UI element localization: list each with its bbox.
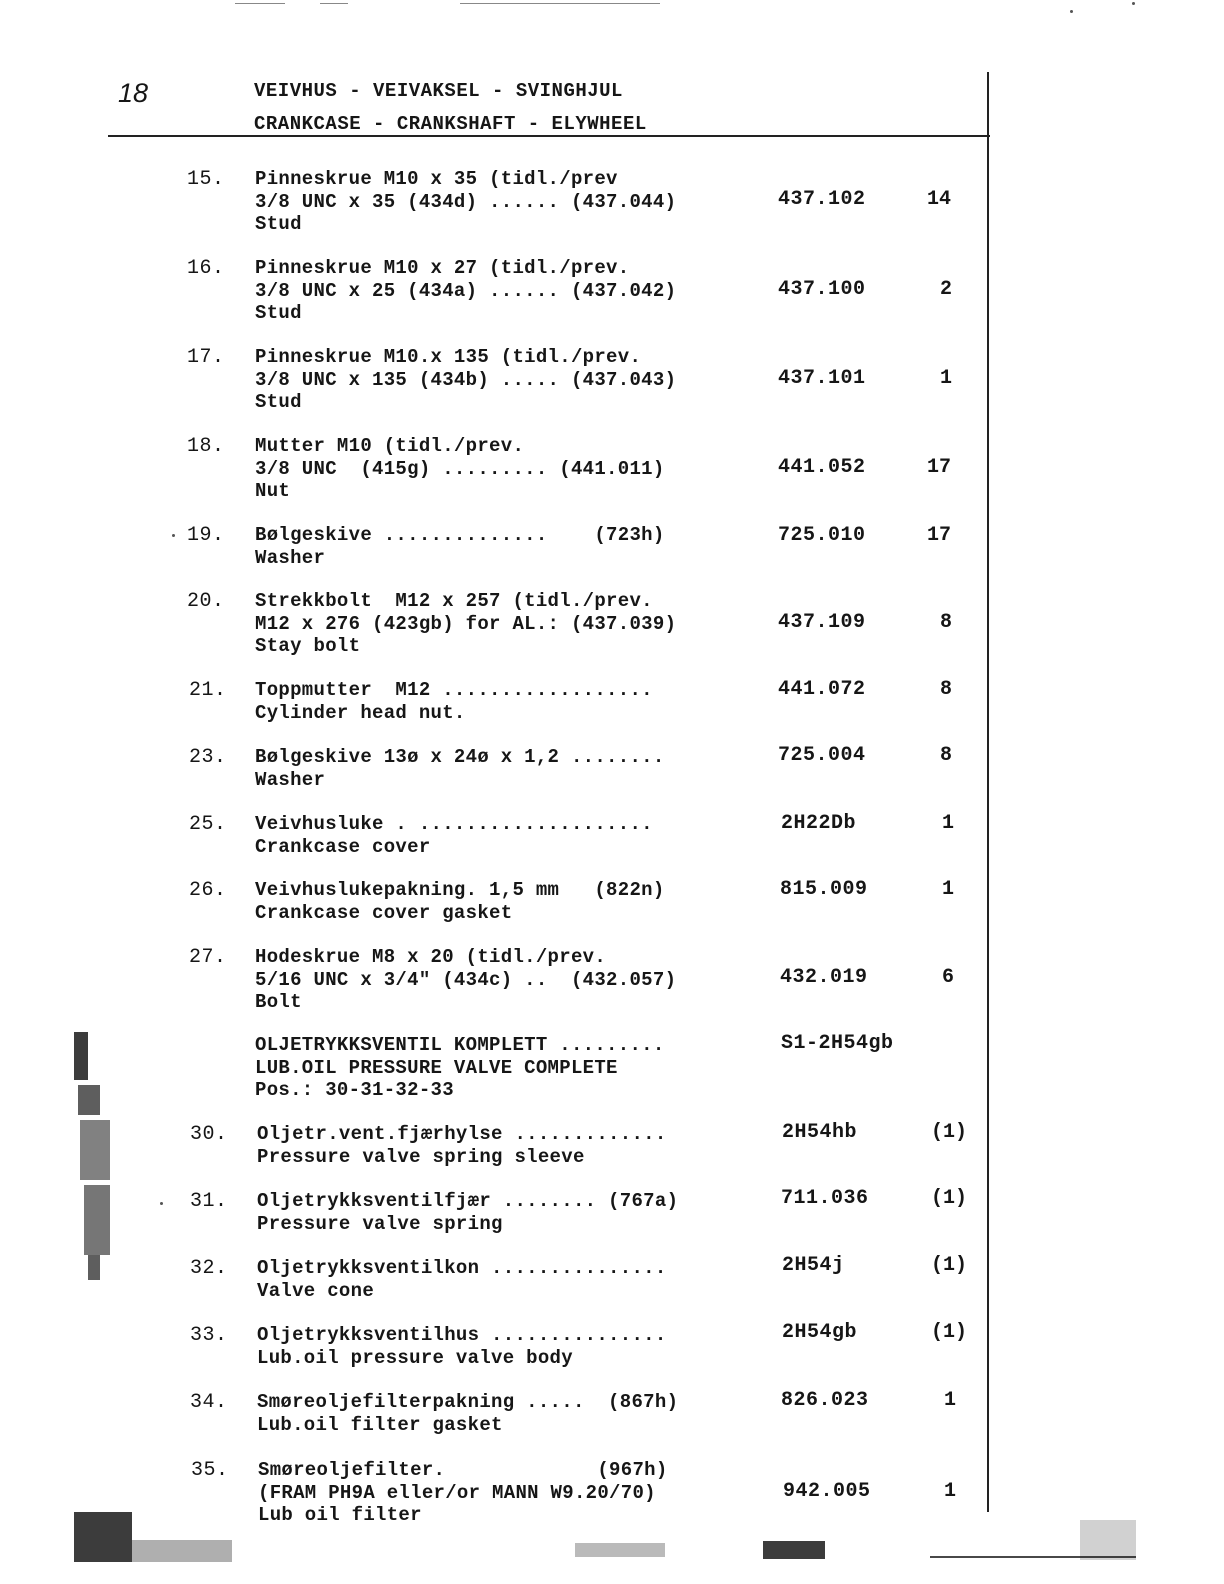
scan-stain [763,1541,825,1559]
scan-stain [74,1032,88,1080]
description-line: Oljetr.vent.fjærhylse ............. [257,1123,667,1145]
scan-stain [930,1556,1136,1558]
page-number: 18 [118,78,149,108]
scan-mark [460,3,660,4]
part-number: 725.004 [778,744,866,767]
quantity: 8 [940,678,953,701]
position-number: 31. [190,1190,228,1213]
entry-description [255,524,665,569]
quantity: 17 [927,524,952,547]
description-line: Toppmutter M12 .................. [255,679,653,701]
quantity: 1 [944,1389,957,1412]
part-number: 2H54gb [782,1321,858,1344]
part-number: 725.010 [778,524,866,547]
position-number: 19. [187,524,225,547]
scan-mark [235,3,285,4]
heading-norwegian: VEIVHUS - VEIVAKSEL - SVINGHJUL [254,80,623,102]
scan-stain [78,1085,100,1115]
entry-description [255,346,676,414]
quantity: 1 [942,878,955,901]
description-line: LUB.OIL PRESSURE VALVE COMPLETE [255,1056,618,1079]
description-line: Valve cone [257,1279,375,1302]
part-number: 437.100 [778,278,866,301]
description-line: Pressure valve spring [257,1212,503,1235]
description-line: Crankcase cover [255,835,431,858]
position-number: 30. [190,1123,228,1146]
position-number: 35. [191,1459,229,1482]
part-number: 437.102 [778,188,866,211]
part-number: 815.009 [780,878,868,901]
description-line: (FRAM PH9A eller/or MANN W9.20/70) [258,1481,656,1504]
entry-description [255,879,665,924]
description-line: OLJETRYKKSVENTIL KOMPLETT ......... [255,1034,665,1056]
part-number: 441.052 [778,456,866,479]
part-number: 711.036 [781,1187,869,1210]
position-number: 33. [190,1324,228,1347]
part-number: S1-2H54gb [781,1032,894,1055]
description-line: Bolt [255,991,302,1013]
description-line: 3/8 UNC x 35 (434d) ...... (437.044) [255,190,677,213]
position-number: 15. [187,168,225,191]
quantity: (1) [931,1254,968,1277]
description-line: Pinneskrue M10 x 35 (tidl./prev [255,168,618,190]
position-number: 23. [189,746,227,769]
description-line: Bølgeskive 13ø x 24ø x 1,2 ........ [255,746,665,768]
part-number: 942.005 [783,1480,871,1503]
description-line: Washer [255,546,326,569]
description-line: 3/8 UNC x 25 (434a) ...... (437.042) [255,279,677,302]
part-number: 2H54hb [782,1121,858,1144]
position-number: 25. [189,813,227,836]
part-number: 826.023 [781,1389,869,1412]
description-line: Stud [255,213,302,235]
part-number: 2H22Db [781,812,857,835]
entry-description [258,1459,668,1527]
quantity: 2 [940,278,953,301]
scan-stain [1080,1520,1136,1560]
position-number: 16. [187,257,225,280]
position-number: 27. [189,946,227,969]
description-line: Veivhusluke . .................... [255,813,653,835]
quantity: (1) [931,1187,968,1210]
description-line: 3/8 UNC (415g) ......... (441.011) [255,457,665,480]
quantity: 8 [940,611,953,634]
position-number: 18. [187,435,225,458]
quantity: (1) [931,1321,968,1344]
description-line: Stud [255,302,302,324]
description-line: 3/8 UNC x 135 (434b) ..... (437.043) [255,368,677,391]
scan-stain [88,1255,100,1280]
position-number: 26. [189,879,227,902]
description-line: Mutter M10 (tidl./prev. [255,435,525,457]
entry-description [255,946,676,1014]
description-line: Smøreoljefilter. (967h) [258,1459,668,1481]
part-number: 437.101 [778,367,866,390]
scan-stain [80,1120,110,1180]
scan-speck [1132,2,1135,5]
entry-description [255,679,653,724]
description-line: Pinneskrue M10.x 135 (tidl./prev. [255,346,642,368]
scan-speck [1070,10,1073,13]
description-line: Hodeskrue M8 x 20 (tidl./prev. [255,946,607,968]
description-line: Bølgeskive .............. (723h) [255,524,665,546]
entry-description [255,435,665,503]
description-line: 5/16 UNC x 3/4" (434c) .. (432.057) [255,968,677,991]
entry-description [257,1257,667,1302]
quantity: (1) [931,1121,968,1144]
entry-description [257,1190,678,1235]
scan-speck [172,534,175,537]
description-line: Oljetrykksventilkon ............... [257,1257,667,1279]
entry-description [257,1391,678,1436]
description-line: Strekkbolt M12 x 257 (tidl./prev. [255,590,653,612]
quantity: 1 [940,367,953,390]
entry-description [257,1123,667,1168]
scan-mark [320,3,348,4]
description-line: Oljetrykksventilhus ............... [257,1324,667,1346]
description-line: Nut [255,480,291,502]
quantity: 8 [940,744,953,767]
position-number: 32. [190,1257,228,1280]
description-line: Stud [255,391,302,413]
quantity: 1 [942,812,955,835]
entry-description [257,1324,667,1369]
header-rule [108,135,990,137]
description-line: Pos.: 30-31-32-33 [255,1079,454,1101]
entry-description [255,1034,665,1102]
description-line: Pressure valve spring sleeve [257,1145,585,1168]
description-line: Lub oil filter [258,1504,422,1526]
heading-english: CRANKCASE - CRANKSHAFT - ELYWHEEL [254,113,647,135]
part-number: 432.019 [780,966,868,989]
description-line: Lub.oil pressure valve body [257,1346,573,1369]
description-line: Veivhuslukepakning. 1,5 mm (822n) [255,879,665,901]
column-rule [987,72,989,1512]
position-number: 20. [187,590,225,613]
scan-stain [575,1543,665,1557]
scan-stain [84,1185,110,1255]
quantity: 1 [944,1480,957,1503]
scan-speck [160,1202,163,1205]
entry-description [255,168,676,236]
description-line: Lub.oil filter gasket [257,1413,503,1436]
part-number: 441.072 [778,678,866,701]
description-line: Crankcase cover gasket [255,901,513,924]
entry-description [255,257,676,325]
entry-description [255,813,653,858]
entry-description [255,746,665,791]
part-number: 2H54j [782,1254,845,1277]
description-line: Stay bolt [255,635,361,657]
description-line: Cylinder head nut. [255,701,466,724]
position-number: 21. [189,679,227,702]
scan-stain [132,1540,232,1562]
quantity: 6 [942,966,955,989]
description-line: Pinneskrue M10 x 27 (tidl./prev. [255,257,630,279]
description-line: M12 x 276 (423gb) for AL.: (437.039) [255,612,677,635]
position-number: 34. [190,1391,228,1414]
description-line: Oljetrykksventilfjær ........ (767a) [257,1190,679,1212]
quantity: 14 [927,188,952,211]
description-line: Smøreoljefilterpakning ..... (867h) [257,1391,679,1413]
description-line: Washer [255,768,326,791]
quantity: 17 [927,456,952,479]
entry-description [255,590,676,658]
position-number: 17. [187,346,225,369]
scan-stain [74,1512,132,1562]
part-number: 437.109 [778,611,866,634]
